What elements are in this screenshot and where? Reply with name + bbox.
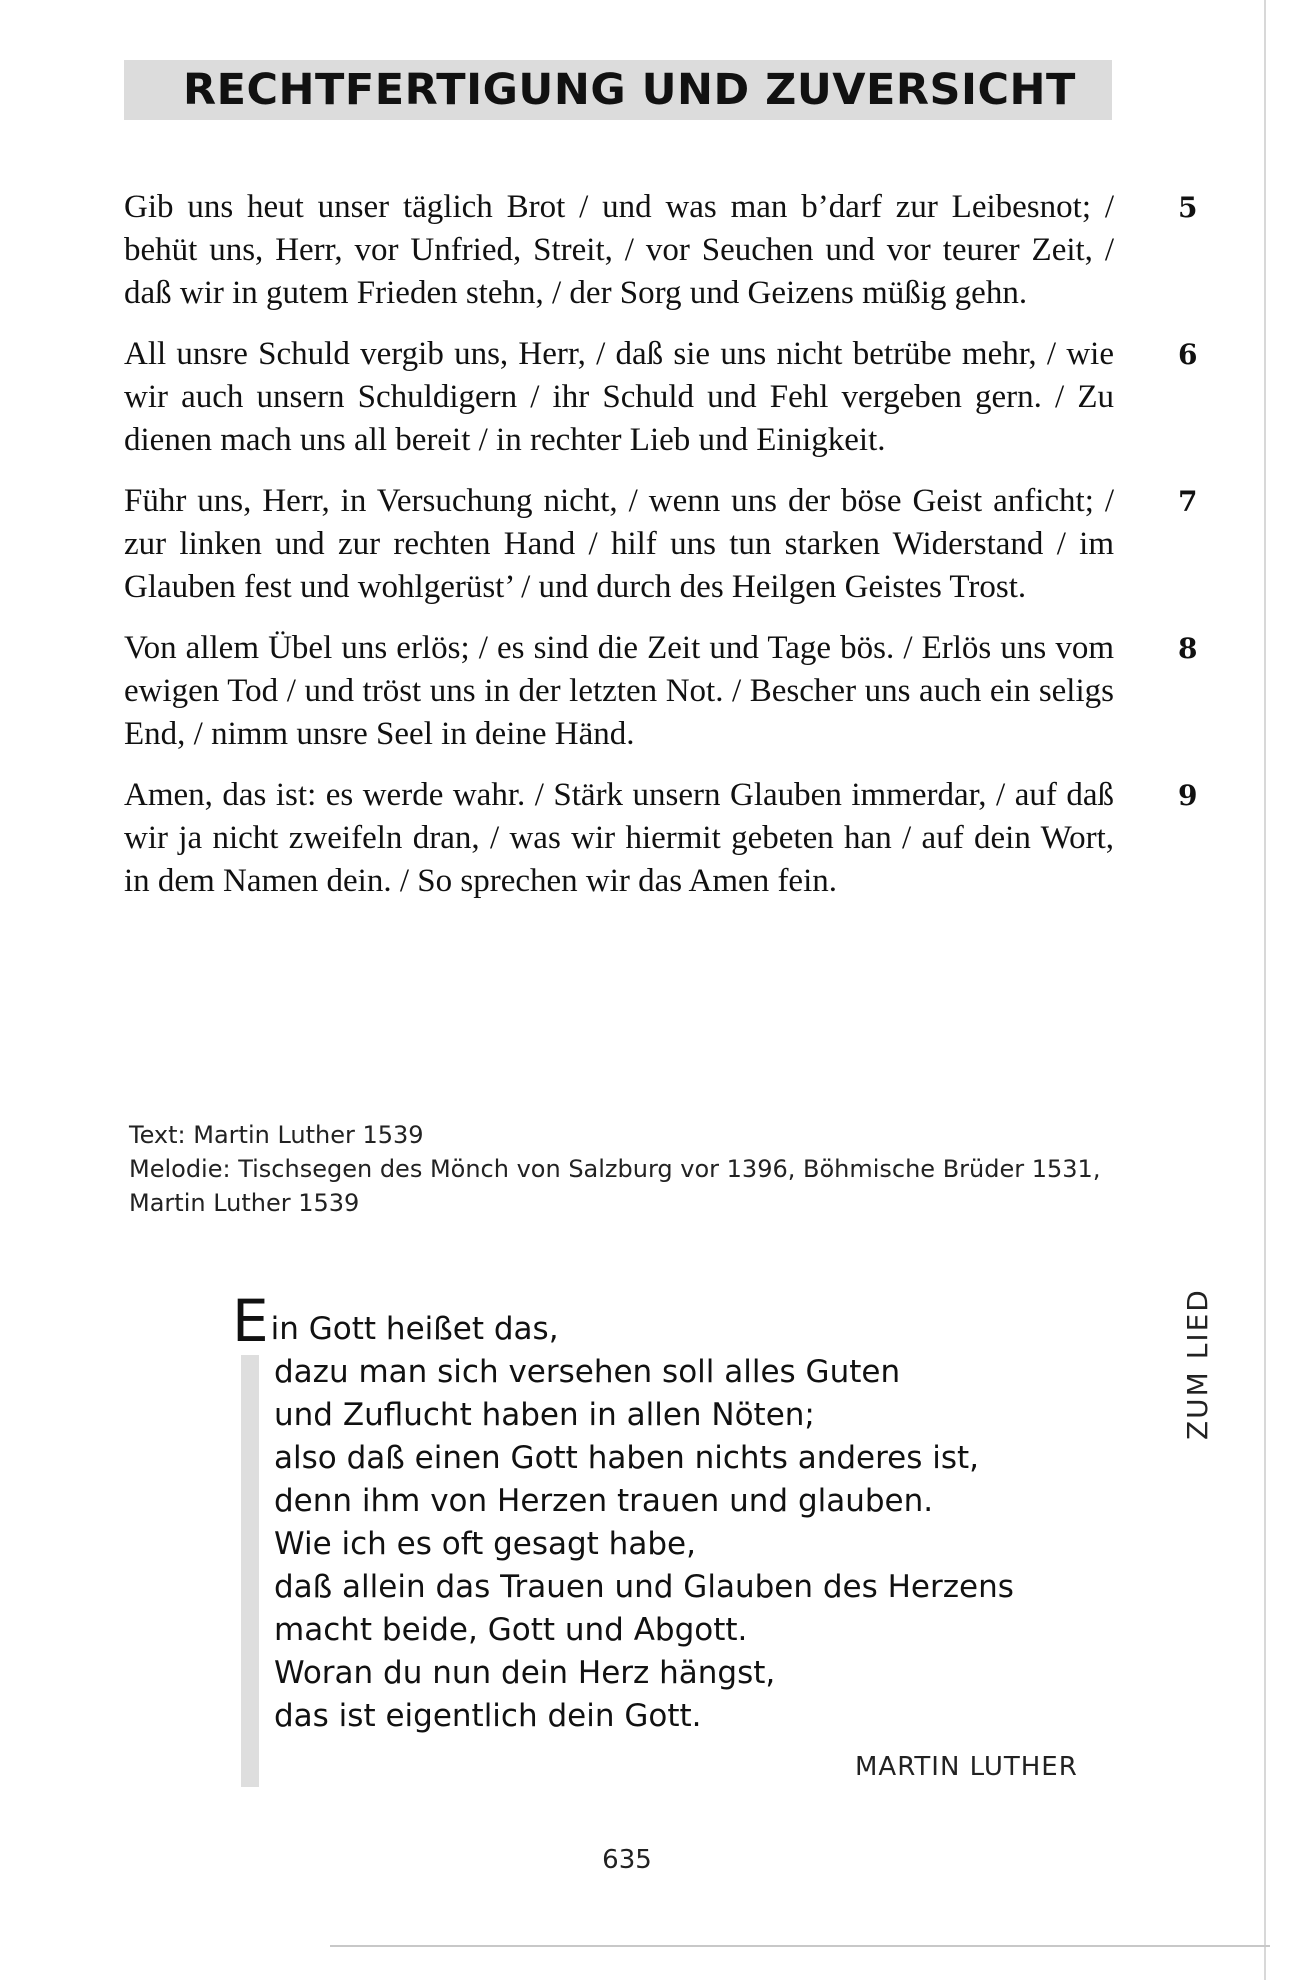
hymn-stanzas [124, 186, 1198, 921]
stanza-text: Von allem Übel uns erlös; / es sind die Zeit und Tage bös. / Erlös uns vom ewigen Tod / und tröst uns in der letzten Not. / Bescher uns auch ein seligs End, / nimm unsre Seel in deine Händ. [124, 630, 1114, 752]
section-title: RECHTFERTIGUNG UND ZUVERSICHT [183, 65, 1076, 115]
quote-line [232, 1287, 1092, 1355]
stanza-text: Amen, das ist: es werde wahr. / Stärk unsern Glauben immerdar, / auf daß wir ja nicht zweifeln dran, / was wir hiermit gebeten han / auf dein Wort, in dem Namen dein. / So sprechen wir das Amen fein. [124, 777, 1114, 899]
quote-line: das ist eigentlich dein Gott. [274, 1698, 702, 1734]
quote-line: also daß einen Gott haben nichts anderes ist, [274, 1440, 980, 1476]
page-edge [1264, 0, 1266, 1980]
stanza [124, 480, 1198, 609]
stanza-number: 8 [1178, 632, 1198, 665]
quote-author: MARTIN LUTHER [855, 1752, 1078, 1782]
melody-credit-continued: Martin Luther 1539 [129, 1189, 360, 1217]
quote-line: Woran du nun dein Herz hängst, [274, 1655, 776, 1691]
quote-line: Wie ich es oft gesagt habe, [274, 1526, 696, 1562]
stanza [124, 774, 1198, 903]
luther-quote [232, 1287, 1092, 1738]
quote-line: macht beide, Gott und Abgott. [274, 1612, 748, 1648]
hymn-credits [129, 1118, 1129, 1220]
side-label: ZUM LIED [1181, 1288, 1214, 1440]
stanza-number: 5 [1178, 191, 1198, 224]
melody-credit: Melodie: Tischsegen des Mönch von Salzburg vor 1396, Böhmische Brüder 1531, [129, 1155, 1101, 1183]
text-credit: Text: Martin Luther 1539 [129, 1121, 424, 1149]
quote-line: daß allein das Trauen und Glauben des Herzens [274, 1569, 1014, 1605]
stanza-text: Gib uns heut unser täglich Brot / und was man b’darf zur Leibesnot; / behüt uns, Herr, vor Unfried, Streit, / vor Seuchen und vor teurer Zeit, / daß wir in gutem Frieden stehn, / der Sorg und Geizens müßig gehn. [124, 189, 1114, 311]
stanza-number: 9 [1178, 779, 1198, 812]
stanza [124, 627, 1198, 756]
stanza-text: Führ uns, Herr, in Versuchung nicht, / wenn uns der böse Geist anficht; / zur linken und zur rechten Hand / hilf uns tun starken Widerstand / im Glauben fest und wohlgerüst’ / und durch des Heilgen Geistes Trost. [124, 483, 1114, 605]
quote-line: denn ihm von Herzen trauen und glauben. [274, 1483, 934, 1519]
bottom-rule [330, 1945, 1270, 1947]
quote-line-text: in Gott heißet das, [270, 1311, 559, 1347]
stanza-number: 6 [1178, 338, 1198, 371]
stanza-number: 7 [1178, 485, 1198, 518]
quote-line: dazu man sich versehen soll alles Guten [274, 1354, 901, 1390]
stanza [124, 333, 1198, 462]
page-number: 635 [602, 1845, 652, 1875]
stanza [124, 186, 1198, 315]
quote-line: und Zuflucht haben in allen Nöten; [274, 1397, 815, 1433]
stanza-text: All unsre Schuld vergib uns, Herr, / daß sie uns nicht betrübe mehr, / wie wir auch unsern Schuldigern / ihr Schuld und Fehl vergeben gern. / Zu dienen mach uns all bereit / in rechter Lieb und Einigkeit. [124, 336, 1114, 458]
drop-cap: E [232, 1287, 269, 1355]
